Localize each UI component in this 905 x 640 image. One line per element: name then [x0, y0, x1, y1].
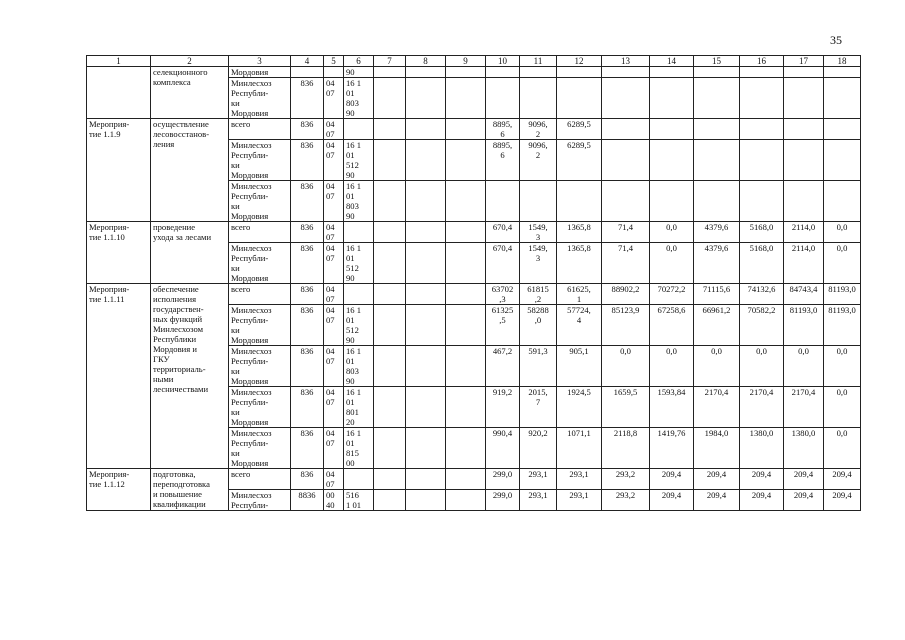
measure-id-cell: Мероприя- тие 1.1.10: [87, 222, 151, 284]
amount-cell-c10: 63702 ,3: [486, 284, 520, 305]
header-cell: 9: [446, 56, 486, 67]
vr-cell: [374, 78, 406, 119]
amount-cell-c15: [694, 78, 740, 119]
amount-cell-c15: 71115,6: [694, 284, 740, 305]
amount-cell-c18: 0,0: [824, 428, 861, 469]
header-cell: 8: [406, 56, 446, 67]
amount-cell-c16: 209,4: [740, 490, 784, 511]
amount-cell-c17: [784, 140, 824, 181]
amount-cell-c17: [784, 181, 824, 222]
amount-cell-c12: [557, 181, 602, 222]
amount-cell-c10: [486, 78, 520, 119]
table-row: [87, 67, 861, 78]
amount-cell-c18: 0,0: [824, 387, 861, 428]
measure-id-cell: Мероприя- тие 1.1.9: [87, 119, 151, 222]
header-cell: 4: [291, 56, 324, 67]
amount-cell-c13: 1659,5: [602, 387, 650, 428]
amount-cell-c16: 5168,0: [740, 222, 784, 243]
col9-cell: [446, 469, 486, 490]
amount-cell-c12: 293,1: [557, 469, 602, 490]
header-cell: 5: [324, 56, 344, 67]
amount-cell-c13: [602, 67, 650, 78]
header-cell: 6: [344, 56, 374, 67]
rzpr-cell: 00 40: [324, 490, 344, 511]
amount-cell-c13: [602, 78, 650, 119]
amount-cell-c16: 74132,6: [740, 284, 784, 305]
amount-cell-c12: 1365,8: [557, 243, 602, 284]
amount-cell-c11: 58288 ,0: [520, 305, 557, 346]
amount-cell-c15: 4379,6: [694, 243, 740, 284]
header-cell: 15: [694, 56, 740, 67]
amount-cell-c10: 61325 ,5: [486, 305, 520, 346]
csr-cell: 516 1 01: [344, 490, 374, 511]
amount-cell-c16: [740, 181, 784, 222]
executor-cell: всего: [229, 469, 291, 490]
amount-cell-c17: [784, 67, 824, 78]
table-row: [87, 469, 861, 490]
header-cell: 13: [602, 56, 650, 67]
amount-cell-c12: 1071,1: [557, 428, 602, 469]
amount-cell-c11: [520, 78, 557, 119]
amount-cell-c16: 5168,0: [740, 243, 784, 284]
grbs-cell: 836: [291, 284, 324, 305]
amount-cell-c10: 8895, 6: [486, 119, 520, 140]
amount-cell-c15: 2170,4: [694, 387, 740, 428]
vr-cell: [374, 428, 406, 469]
vr-cell: [374, 490, 406, 511]
amount-cell-c10: 467,2: [486, 346, 520, 387]
amount-cell-c15: 209,4: [694, 490, 740, 511]
csr-cell: [344, 469, 374, 490]
col8-cell: [406, 78, 446, 119]
table-row: [87, 222, 861, 243]
amount-cell-c17: [784, 78, 824, 119]
amount-cell-c11: [520, 181, 557, 222]
rzpr-cell: 04 07: [324, 119, 344, 140]
col8-cell: [406, 490, 446, 511]
amount-cell-c10: 990,4: [486, 428, 520, 469]
col9-cell: [446, 67, 486, 78]
col8-cell: [406, 243, 446, 284]
amount-cell-c12: 6289,5: [557, 119, 602, 140]
col8-cell: [406, 119, 446, 140]
grbs-cell: 836: [291, 305, 324, 346]
rzpr-cell: [324, 67, 344, 78]
table-row: [87, 119, 861, 140]
vr-cell: [374, 243, 406, 284]
vr-cell: [374, 346, 406, 387]
amount-cell-c15: 66961,2: [694, 305, 740, 346]
amount-cell-c11: 293,1: [520, 490, 557, 511]
amount-cell-c13: 2118,8: [602, 428, 650, 469]
amount-cell-c18: [824, 181, 861, 222]
csr-cell: 16 1 01 803 90: [344, 181, 374, 222]
amount-cell-c12: 905,1: [557, 346, 602, 387]
amount-cell-c17: 2170,4: [784, 387, 824, 428]
amount-cell-c18: 0,0: [824, 346, 861, 387]
grbs-cell: 836: [291, 181, 324, 222]
rzpr-cell: 04 07: [324, 222, 344, 243]
col8-cell: [406, 387, 446, 428]
csr-cell: 16 1 01 512 90: [344, 305, 374, 346]
col9-cell: [446, 387, 486, 428]
table-row: [87, 284, 861, 305]
csr-cell: 16 1 01 801 20: [344, 387, 374, 428]
amount-cell-c17: 209,4: [784, 469, 824, 490]
executor-cell: Мордовия: [229, 67, 291, 78]
csr-cell: 16 1 01 815 00: [344, 428, 374, 469]
executor-cell: Минлесхоз Республи- ки Мордовия: [229, 181, 291, 222]
amount-cell-c16: [740, 140, 784, 181]
amount-cell-c15: 209,4: [694, 469, 740, 490]
amount-cell-c11: 920,2: [520, 428, 557, 469]
amount-cell-c13: [602, 119, 650, 140]
amount-cell-c17: 0,0: [784, 346, 824, 387]
executor-cell: Минлесхоз Республи- ки Мордовия: [229, 387, 291, 428]
amount-cell-c13: 88902,2: [602, 284, 650, 305]
measure-name-cell: селекционного комплекса: [151, 67, 229, 119]
vr-cell: [374, 181, 406, 222]
header-cell: 17: [784, 56, 824, 67]
amount-cell-c16: 70582,2: [740, 305, 784, 346]
amount-cell-c14: 67258,6: [650, 305, 694, 346]
amount-cell-c15: 0,0: [694, 346, 740, 387]
vr-cell: [374, 305, 406, 346]
measure-id-cell: [87, 67, 151, 119]
csr-cell: [344, 222, 374, 243]
measure-name-cell: подготовка, переподготовка и повышение квалификации: [151, 469, 229, 511]
csr-cell: 16 1 01 803 90: [344, 346, 374, 387]
amount-cell-c11: 61815 ,2: [520, 284, 557, 305]
header-cell: 3: [229, 56, 291, 67]
amount-cell-c14: 70272,2: [650, 284, 694, 305]
amount-cell-c18: 0,0: [824, 222, 861, 243]
header-cell: 12: [557, 56, 602, 67]
grbs-cell: 836: [291, 387, 324, 428]
amount-cell-c11: [520, 67, 557, 78]
grbs-cell: 8836: [291, 490, 324, 511]
amount-cell-c12: 1924,5: [557, 387, 602, 428]
rzpr-cell: 04 07: [324, 140, 344, 181]
amount-cell-c13: 85123,9: [602, 305, 650, 346]
amount-cell-c12: [557, 67, 602, 78]
col9-cell: [446, 78, 486, 119]
amount-cell-c16: 2170,4: [740, 387, 784, 428]
amount-cell-c14: 0,0: [650, 243, 694, 284]
amount-cell-c14: 209,4: [650, 490, 694, 511]
amount-cell-c16: 209,4: [740, 469, 784, 490]
amount-cell-c18: [824, 67, 861, 78]
col8-cell: [406, 181, 446, 222]
amount-cell-c17: 2114,0: [784, 243, 824, 284]
amount-cell-c12: 1365,8: [557, 222, 602, 243]
amount-cell-c10: 299,0: [486, 469, 520, 490]
col9-cell: [446, 305, 486, 346]
amount-cell-c17: 209,4: [784, 490, 824, 511]
amount-cell-c18: [824, 119, 861, 140]
executor-cell: Минлесхоз Республи- ки Мордовия: [229, 78, 291, 119]
csr-cell: 16 1 01 512 90: [344, 140, 374, 181]
executor-cell: Минлесхоз Республи- ки Мордовия: [229, 140, 291, 181]
amount-cell-c16: 0,0: [740, 346, 784, 387]
amount-cell-c13: 293,2: [602, 469, 650, 490]
measure-id-cell: Мероприя- тие 1.1.11: [87, 284, 151, 469]
vr-cell: [374, 284, 406, 305]
amount-cell-c11: 9096, 2: [520, 119, 557, 140]
amount-cell-c17: [784, 119, 824, 140]
col8-cell: [406, 469, 446, 490]
amount-cell-c16: 1380,0: [740, 428, 784, 469]
amount-cell-c14: [650, 140, 694, 181]
amount-cell-c10: 670,4: [486, 222, 520, 243]
rzpr-cell: 04 07: [324, 284, 344, 305]
amount-cell-c18: 209,4: [824, 490, 861, 511]
amount-cell-c10: [486, 67, 520, 78]
col9-cell: [446, 181, 486, 222]
amount-cell-c10: [486, 181, 520, 222]
col8-cell: [406, 346, 446, 387]
col9-cell: [446, 284, 486, 305]
budget-table: [86, 55, 861, 511]
rzpr-cell: 04 07: [324, 305, 344, 346]
grbs-cell: 836: [291, 140, 324, 181]
measure-name-cell: обеспечение исполнения государствен- ных функций Минлесхозом Республики Мордовия и ГКУ территориаль- ными лесничествами: [151, 284, 229, 469]
amount-cell-c12: 293,1: [557, 490, 602, 511]
col8-cell: [406, 140, 446, 181]
amount-cell-c14: 0,0: [650, 346, 694, 387]
grbs-cell: 836: [291, 346, 324, 387]
grbs-cell: [291, 67, 324, 78]
rzpr-cell: 04 07: [324, 428, 344, 469]
table-header: [87, 56, 861, 67]
amount-cell-c14: 1593,84: [650, 387, 694, 428]
amount-cell-c12: [557, 78, 602, 119]
amount-cell-c11: 9096, 2: [520, 140, 557, 181]
col9-cell: [446, 119, 486, 140]
amount-cell-c18: [824, 78, 861, 119]
csr-cell: 16 1 01 512 90: [344, 243, 374, 284]
amount-cell-c16: [740, 67, 784, 78]
amount-cell-c10: 299,0: [486, 490, 520, 511]
amount-cell-c13: 71,4: [602, 222, 650, 243]
amount-cell-c11: 1549, 3: [520, 243, 557, 284]
grbs-cell: 836: [291, 78, 324, 119]
executor-cell: всего: [229, 284, 291, 305]
amount-cell-c11: 293,1: [520, 469, 557, 490]
header-cell: 16: [740, 56, 784, 67]
page-number: 35: [830, 33, 842, 47]
amount-cell-c15: 4379,6: [694, 222, 740, 243]
csr-cell: [344, 119, 374, 140]
executor-cell: Минлесхоз Республи- ки Мордовия: [229, 243, 291, 284]
amount-cell-c14: [650, 119, 694, 140]
grbs-cell: 836: [291, 222, 324, 243]
amount-cell-c17: 2114,0: [784, 222, 824, 243]
amount-cell-c15: [694, 181, 740, 222]
header-cell: 14: [650, 56, 694, 67]
header-cell: 2: [151, 56, 229, 67]
executor-cell: Минлесхоз Республи- ки Мордовия: [229, 428, 291, 469]
amount-cell-c10: 670,4: [486, 243, 520, 284]
executor-cell: Минлесхоз Республи- ки Мордовия: [229, 305, 291, 346]
amount-cell-c11: 591,3: [520, 346, 557, 387]
col8-cell: [406, 428, 446, 469]
csr-cell: 16 1 01 803 90: [344, 78, 374, 119]
amount-cell-c13: [602, 140, 650, 181]
amount-cell-c14: 0,0: [650, 222, 694, 243]
grbs-cell: 836: [291, 469, 324, 490]
amount-cell-c12: 57724, 4: [557, 305, 602, 346]
header-cell: 11: [520, 56, 557, 67]
executor-cell: Минлесхоз Республи- ки Мордовия: [229, 346, 291, 387]
amount-cell-c11: 2015, 7: [520, 387, 557, 428]
col9-cell: [446, 243, 486, 284]
amount-cell-c18: 0,0: [824, 243, 861, 284]
rzpr-cell: 04 07: [324, 387, 344, 428]
col9-cell: [446, 222, 486, 243]
rzpr-cell: 04 07: [324, 243, 344, 284]
vr-cell: [374, 469, 406, 490]
rzpr-cell: 04 07: [324, 346, 344, 387]
grbs-cell: 836: [291, 243, 324, 284]
amount-cell-c11: 1549, 3: [520, 222, 557, 243]
amount-cell-c14: 1419,76: [650, 428, 694, 469]
vr-cell: [374, 119, 406, 140]
amount-cell-c15: [694, 119, 740, 140]
executor-cell: всего: [229, 119, 291, 140]
amount-cell-c14: [650, 67, 694, 78]
rzpr-cell: 04 07: [324, 78, 344, 119]
vr-cell: [374, 387, 406, 428]
amount-cell-c14: [650, 181, 694, 222]
col8-cell: [406, 284, 446, 305]
measure-name-cell: осуществление лесовосстанов- ления: [151, 119, 229, 222]
amount-cell-c10: 919,2: [486, 387, 520, 428]
csr-cell: 90: [344, 67, 374, 78]
header-cell: 1: [87, 56, 151, 67]
executor-cell: Минлесхоз Республи-: [229, 490, 291, 511]
col8-cell: [406, 67, 446, 78]
amount-cell-c18: [824, 140, 861, 181]
amount-cell-c13: 71,4: [602, 243, 650, 284]
amount-cell-c18: 81193,0: [824, 305, 861, 346]
amount-cell-c13: 293,2: [602, 490, 650, 511]
amount-cell-c17: 84743,4: [784, 284, 824, 305]
col9-cell: [446, 140, 486, 181]
amount-cell-c10: 8895, 6: [486, 140, 520, 181]
amount-cell-c18: 209,4: [824, 469, 861, 490]
table-body: [87, 67, 861, 511]
amount-cell-c14: [650, 78, 694, 119]
measure-id-cell: Мероприя- тие 1.1.12: [87, 469, 151, 511]
amount-cell-c18: 81193,0: [824, 284, 861, 305]
csr-cell: [344, 284, 374, 305]
amount-cell-c13: [602, 181, 650, 222]
amount-cell-c14: 209,4: [650, 469, 694, 490]
col8-cell: [406, 222, 446, 243]
amount-cell-c12: 61625, 1: [557, 284, 602, 305]
executor-cell: всего: [229, 222, 291, 243]
grbs-cell: 836: [291, 428, 324, 469]
grbs-cell: 836: [291, 119, 324, 140]
measure-name-cell: проведение ухода за лесами: [151, 222, 229, 284]
rzpr-cell: 04 07: [324, 469, 344, 490]
vr-cell: [374, 140, 406, 181]
amount-cell-c17: 1380,0: [784, 428, 824, 469]
col8-cell: [406, 305, 446, 346]
vr-cell: [374, 222, 406, 243]
amount-cell-c16: [740, 119, 784, 140]
vr-cell: [374, 67, 406, 78]
header-cell: 10: [486, 56, 520, 67]
amount-cell-c15: [694, 140, 740, 181]
col9-cell: [446, 346, 486, 387]
amount-cell-c17: 81193,0: [784, 305, 824, 346]
col9-cell: [446, 428, 486, 469]
rzpr-cell: 04 07: [324, 181, 344, 222]
amount-cell-c12: 6289,5: [557, 140, 602, 181]
amount-cell-c15: 1984,0: [694, 428, 740, 469]
col9-cell: [446, 490, 486, 511]
amount-cell-c13: 0,0: [602, 346, 650, 387]
header-cell: 18: [824, 56, 861, 67]
header-cell: 7: [374, 56, 406, 67]
amount-cell-c15: [694, 67, 740, 78]
amount-cell-c16: [740, 78, 784, 119]
